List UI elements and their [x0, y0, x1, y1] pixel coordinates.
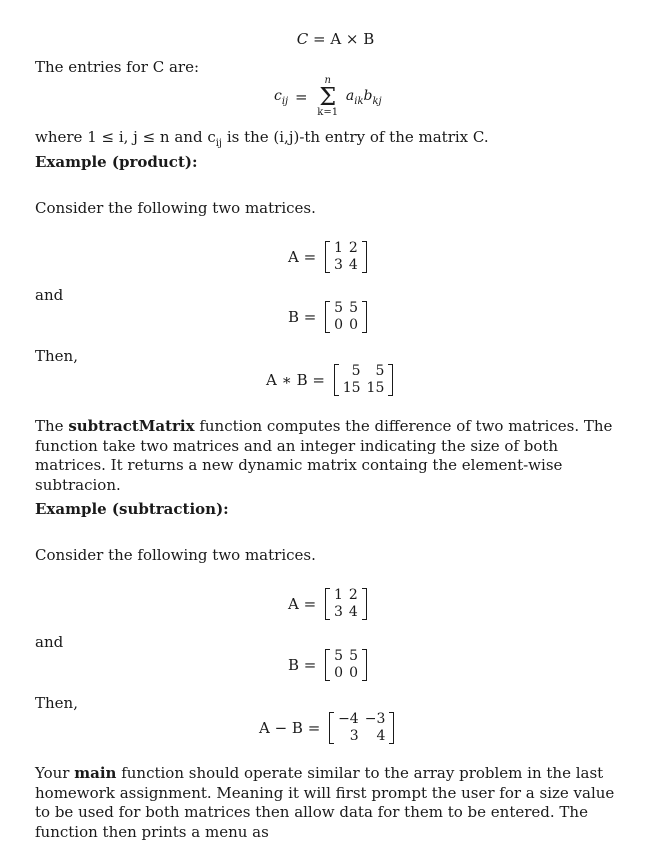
product-matrix-result: [334, 363, 394, 397]
matrix-cell: 5: [349, 648, 358, 664]
matrix-cell: 1: [333, 587, 343, 603]
subtraction-matrix-a-eq: [288, 587, 367, 621]
matrix-cell: 0: [334, 317, 344, 333]
then-label-1: Then,: [35, 347, 78, 365]
matrix-cell: 4: [376, 728, 386, 744]
top-equation: [0, 30, 671, 48]
matrix-cell: 5: [334, 648, 344, 664]
consider-text-1: Consider the following two matrices.: [35, 199, 316, 217]
matrix-cell: −3: [364, 711, 386, 727]
product-b-label: B =: [288, 308, 317, 326]
matrix-cell: 5: [375, 363, 385, 379]
and-label-2: and: [35, 633, 64, 651]
product-result-eq: [266, 363, 393, 397]
and-label-1: and: [35, 286, 64, 304]
top-eq-lhs: C: [296, 30, 309, 48]
matrix-cell: −4: [338, 711, 359, 727]
matrix-cell: 0: [349, 317, 358, 333]
matrix-cell: 5: [334, 300, 344, 316]
sum-term: $a_{ik}b_{kj}$: [345, 87, 382, 107]
sigma-symbol: n Σ k=1: [317, 75, 339, 118]
matrix-cell: 15: [342, 380, 361, 396]
subtract-paragraph: The subtractMatrix function computes the difference of two matrices. The function take two matrices and an integer indicating the size of both matrices. It returns a new dynamic matrix containg the element-wise subtracion.: [35, 417, 613, 494]
subtraction-matrix-b: [325, 648, 367, 682]
subtraction-result-label: A − B =: [259, 719, 321, 737]
then-label-2: Then,: [35, 694, 78, 712]
subtraction-b-label: B =: [288, 656, 317, 674]
matrix-cell: 3: [333, 257, 343, 273]
subtraction-matrix-a: [325, 587, 367, 621]
sum-formula: [274, 76, 382, 118]
consider-text-2: Consider the following two matrices.: [35, 546, 316, 564]
subtract-fn-name: subtractMatrix: [68, 417, 195, 435]
product-matrix-a: [325, 240, 367, 274]
example-subtraction-heading: Example (subtraction):: [35, 500, 229, 518]
top-eq-rhs: = A × B: [312, 30, 375, 48]
sum-lower-limit: k=1: [317, 107, 339, 118]
sum-lhs: $c_{ij}$: [274, 87, 289, 107]
matrix-cell: 2: [348, 240, 358, 256]
product-a-label: A =: [288, 248, 317, 266]
matrix-cell: 5: [349, 300, 358, 316]
matrix-cell: 4: [348, 257, 358, 273]
matrix-cell: 15: [366, 380, 385, 396]
matrix-cell: 1: [333, 240, 343, 256]
entries-intro: The entries for C are:: [35, 58, 199, 76]
matrix-cell: 3: [349, 728, 359, 744]
subtraction-matrix-b-eq: [288, 648, 367, 682]
product-matrix-a-eq: [288, 240, 367, 274]
subtraction-matrix-result: [329, 711, 394, 745]
matrix-cell: 2: [348, 587, 358, 603]
product-matrix-b-eq: [288, 300, 367, 334]
subtraction-result-eq: [259, 711, 394, 745]
matrix-cell: 3: [333, 604, 343, 620]
main-keyword: main: [74, 764, 117, 782]
example-product-heading: Example (product):: [35, 153, 198, 171]
matrix-cell: 0: [349, 665, 358, 681]
subtraction-a-label: A =: [288, 595, 317, 613]
sum-eq: =: [294, 88, 308, 106]
main-paragraph: Your main function should operate similar to the array problem in the last homework assignment. Meaning it will first prompt the user for a size value to be used for both matrices then allow data for them to be entered. The function then prints a menu as: [35, 764, 615, 841]
matrix-cell: 5: [351, 363, 361, 379]
product-matrix-b: [325, 300, 367, 334]
sum-upper-limit: n: [324, 75, 331, 86]
product-result-label: A ∗ B =: [266, 371, 325, 389]
matrix-cell: 4: [348, 604, 358, 620]
where-line: where 1 ≤ i, j ≤ n and $c_{ij}$ is the (i,j)-th entry of the matrix C.: [35, 128, 489, 149]
matrix-cell: 0: [334, 665, 344, 681]
